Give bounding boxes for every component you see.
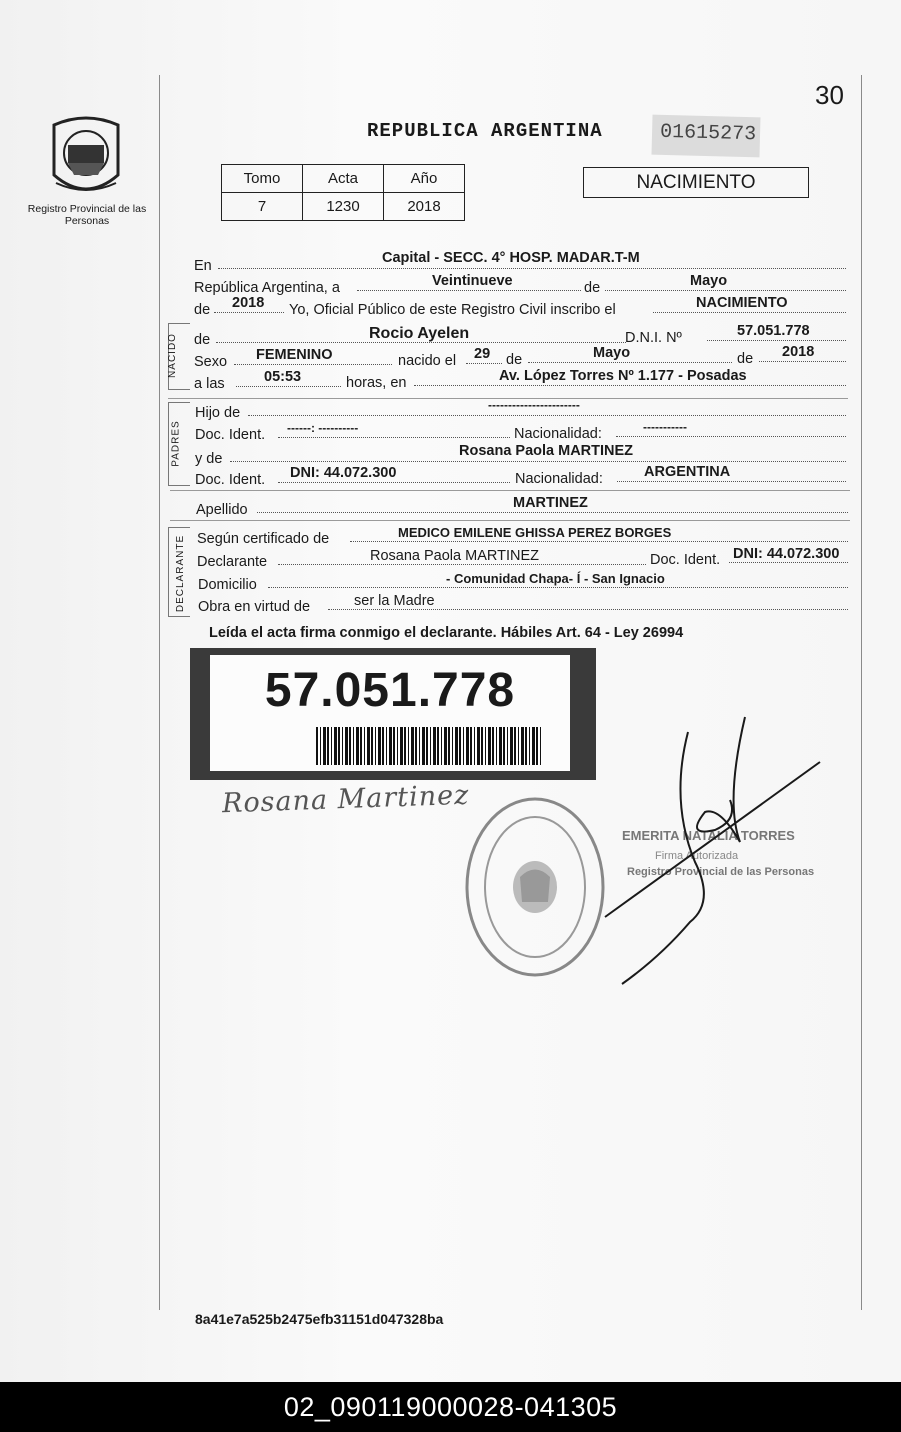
dni-sticker bbox=[190, 648, 596, 780]
dni-label: D.N.I. Nº bbox=[625, 330, 682, 346]
father-nationality-value: ----------- bbox=[643, 420, 687, 434]
certificate-value: MEDICO EMILENE GHISSA PEREZ BORGES bbox=[398, 525, 672, 540]
document-type-box: NACIMIENTO bbox=[583, 167, 809, 198]
document-hash: 8a41e7a525b2475efb31151d047328ba bbox=[195, 1311, 444, 1327]
place-value: Capital - SECC. 4° HOSP. MADAR.T-M bbox=[382, 250, 640, 266]
record-header-ano: Año bbox=[384, 165, 465, 193]
record-header-acta: Acta bbox=[303, 165, 384, 193]
birth-de-label-1: de bbox=[506, 352, 523, 368]
record-value-ano: 2018 bbox=[384, 193, 465, 221]
father-nationality-label: Nacionalidad: bbox=[514, 426, 602, 442]
official-signature bbox=[600, 712, 830, 997]
right-margin-line bbox=[861, 75, 862, 1310]
en-label: En bbox=[194, 258, 212, 274]
birth-time-value: 05:53 bbox=[264, 369, 302, 385]
republica-label: República Argentina, a bbox=[194, 280, 340, 296]
document-title: REPUBLICA ARGENTINA bbox=[367, 120, 603, 142]
record-header-tomo: Tomo bbox=[222, 165, 303, 193]
birth-place-value: Av. López Torres Nº 1.177 - Posadas bbox=[499, 368, 747, 384]
birth-year-value: 2018 bbox=[782, 344, 815, 360]
by-virtue-value: ser la Madre bbox=[354, 593, 435, 609]
year-de-label: de bbox=[194, 302, 211, 318]
year-value: 2018 bbox=[232, 295, 265, 311]
nacido-el-label: nacido el bbox=[398, 353, 457, 369]
mother-name-value: Rosana Paola MARTINEZ bbox=[459, 443, 634, 459]
surname-value: MARTINEZ bbox=[513, 495, 588, 511]
day-words-value: Veintinueve bbox=[432, 273, 513, 289]
page-number: 30 bbox=[815, 80, 844, 110]
declarant-signature: Rosana Martinez bbox=[221, 779, 470, 820]
left-margin-line bbox=[159, 75, 160, 1310]
certificado-label: Según certificado de bbox=[197, 531, 330, 547]
scan-id-footer: 02_090119000028-041305 bbox=[0, 1382, 901, 1432]
official-role: Firma Autorizada bbox=[655, 850, 739, 862]
mother-doc-label: Doc. Ident. bbox=[195, 472, 266, 488]
province-seal-logo bbox=[46, 113, 126, 199]
padres-section-label: PADRES bbox=[170, 420, 182, 467]
birth-day-value: 29 bbox=[474, 346, 491, 362]
birth-month-value: Mayo bbox=[593, 345, 631, 361]
record-table bbox=[221, 164, 465, 221]
a-las-label: a las bbox=[194, 376, 225, 392]
official-office: Registro Provincial de las Personas bbox=[627, 866, 815, 878]
barcode bbox=[316, 727, 542, 765]
declarant-doc-value: DNI: 44.072.300 bbox=[733, 546, 840, 562]
sex-value: FEMENINO bbox=[256, 347, 333, 363]
child-name-value: Rocio Ayelen bbox=[369, 325, 470, 342]
legal-notice: Leída el acta firma conmigo el declarante. Hábiles Art. 64 - Ley 26994 bbox=[209, 625, 684, 641]
month-value: Mayo bbox=[690, 273, 728, 289]
official-seal-stamp bbox=[460, 792, 610, 982]
mother-nationality-label: Nacionalidad: bbox=[515, 471, 603, 487]
declarant-name-value: Rosana Paola MARTINEZ bbox=[370, 548, 539, 564]
dni-sticker-number: 57.051.778 bbox=[264, 664, 516, 717]
act-type-value: NACIMIENTO bbox=[696, 295, 788, 311]
horas-en-label: horas, en bbox=[346, 375, 407, 391]
record-value-tomo: 7 bbox=[222, 193, 303, 221]
serial-number-stamp: 01615273 bbox=[651, 115, 760, 158]
surname-label: Apellido bbox=[196, 502, 248, 518]
birth-de-label-2: de bbox=[737, 351, 754, 367]
hijo-de-label: Hijo de bbox=[195, 405, 241, 421]
declarant-doc-label: Doc. Ident. bbox=[650, 552, 721, 568]
y-de-label: y de bbox=[195, 451, 223, 467]
record-value-acta: 1230 bbox=[303, 193, 384, 221]
father-doc-label: Doc. Ident. bbox=[195, 427, 266, 443]
declarante-label: Declarante bbox=[197, 554, 268, 570]
sexo-label: Sexo bbox=[194, 354, 228, 370]
address-value: - Comunidad Chapa- Í - San Ignacio bbox=[446, 571, 665, 586]
mother-nationality-value: ARGENTINA bbox=[644, 464, 731, 480]
intro-de-label: de bbox=[584, 280, 601, 296]
declarante-section-label: DECLARANTE bbox=[175, 534, 187, 613]
nacido-section-label: NACIDO bbox=[166, 333, 178, 378]
child-dni-value: 57.051.778 bbox=[737, 323, 810, 339]
born-de-label: de bbox=[194, 332, 211, 348]
official-name: EMERITA NATALIA TORRES bbox=[622, 828, 795, 843]
mother-doc-value: DNI: 44.072.300 bbox=[290, 465, 397, 481]
father-name-value: ----------------------- bbox=[488, 398, 580, 412]
officer-text: Yo, Oficial Público de este Registro Civil inscribo el bbox=[289, 302, 616, 318]
obra-label: Obra en virtud de bbox=[198, 599, 311, 615]
domicilio-label: Domicilio bbox=[198, 577, 257, 593]
father-doc-value: ------: ---------- bbox=[287, 421, 359, 435]
registry-caption: Registro Provincial de las Personas bbox=[27, 203, 147, 227]
